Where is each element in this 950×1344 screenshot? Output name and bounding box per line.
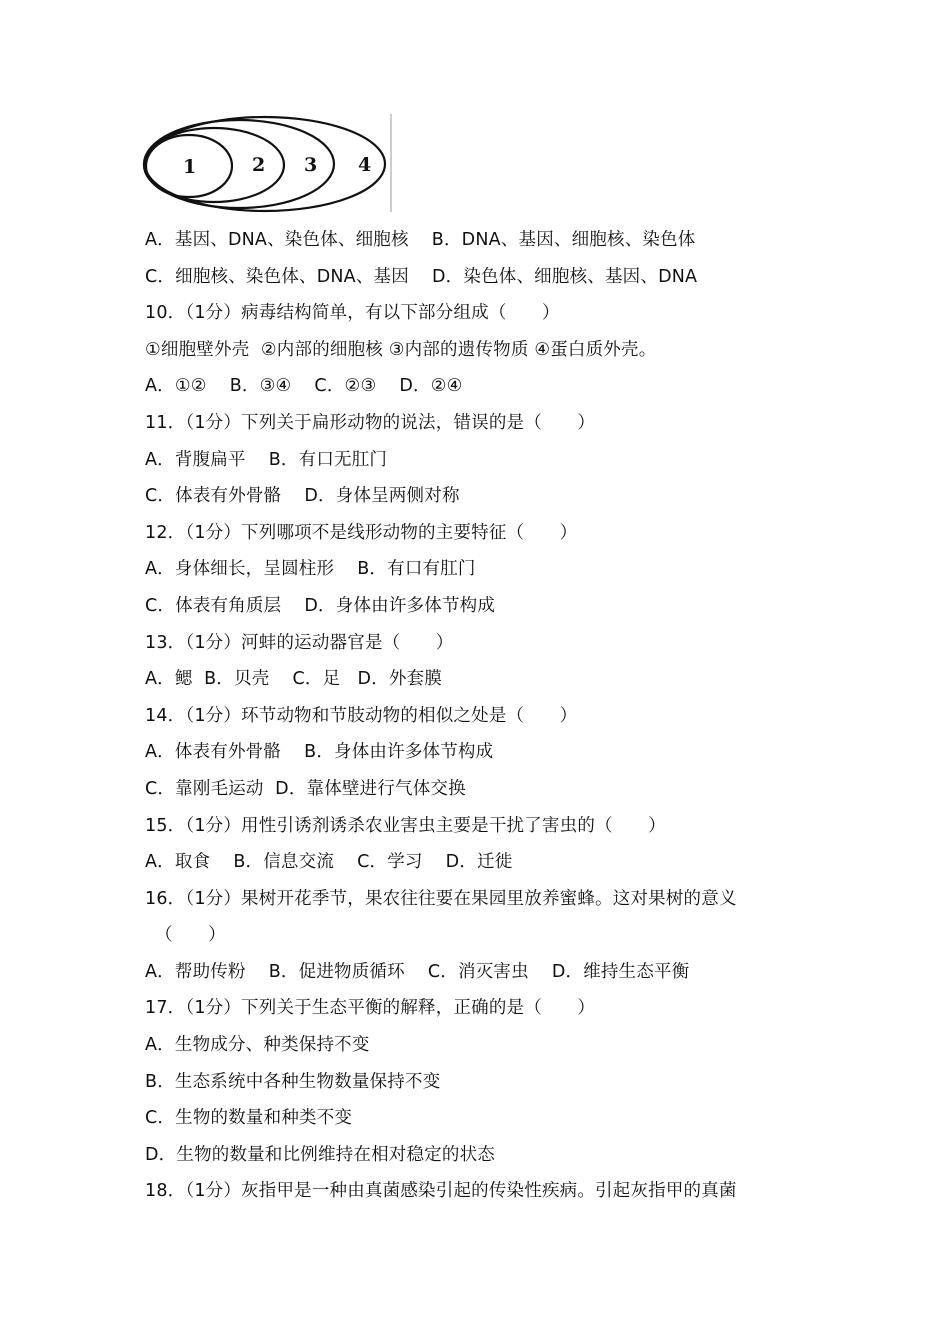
figure-label-4: 4 [358, 154, 372, 176]
text-line: C．细胞核、染色体、DNA、基因 D．染色体、细胞核、基因、DNA [145, 266, 698, 287]
text-line: A．背腹扁平 B．有口无肛门 [145, 449, 388, 470]
text-line: B．生态系统中各种生物数量保持不变 [145, 1071, 441, 1092]
question-16: 16．（1分）果树开花季节，果农往往要在果园里放养蜜蜂。这对果树的意义 [145, 888, 737, 909]
question-text [145, 222, 825, 1210]
question-17: 17．（1分）下列关于生态平衡的解释，正确的是（ ） [145, 998, 596, 1019]
text-line: A．基因、DNA、染色体、细胞核 B．DNA、基因、细胞核、染色体 [145, 230, 696, 250]
question-10: 10．（1分）病毒结构简单，有以下部分组成（ ） [145, 303, 560, 324]
text-line: （ ） [155, 925, 226, 946]
question-12: 12．（1分）下列哪项不是线形动物的主要特征（ ） [145, 522, 578, 543]
text-line: C．靠刚毛运动 D．靠体壁进行气体交换 [145, 778, 466, 799]
question-14: 14．（1分）环节动物和节肢动物的相似之处是（ ） [145, 705, 578, 726]
text-line: ①细胞壁外壳 ②内部的细胞核 ③内部的遗传物质 ④蛋白质外壳。 [145, 339, 657, 360]
figure-label-1: 1 [183, 156, 197, 178]
text-line: A．身体细长，呈圆柱形 B．有口有肛门 [145, 559, 476, 580]
text-line: C．体表有角质层 D．身体由许多体节构成 [145, 595, 496, 616]
text-line: C．体表有外骨骼 D．身体呈两侧对称 [145, 486, 460, 507]
nested-ellipses-figure [142, 112, 394, 216]
text-line: C．生物的数量和种类不变 [145, 1108, 353, 1129]
question-18: 18．（1分）灰指甲是一种由真菌感染引起的传染性疾病。引起灰指甲的真菌 [145, 1181, 737, 1202]
question-15: 15．（1分）用性引诱剂诱杀农业害虫主要是干扰了害虫的（ ） [145, 815, 666, 836]
text-line: A．鳃 B．贝壳 C．足 D．外套膜 [145, 669, 443, 690]
text-line: A．生物成分、种类保持不变 [145, 1035, 370, 1056]
text-line: D．生物的数量和比例维持在相对稳定的状态 [145, 1144, 495, 1165]
figure-label-3: 3 [304, 154, 318, 176]
nested-ellipses-diagram [142, 112, 394, 216]
question-11: 11．（1分）下列关于扁形动物的说法，错误的是（ ） [145, 412, 596, 433]
text-line: A．取食 B．信息交流 C．学习 D．迁徙 [145, 852, 513, 873]
text-line: A．帮助传粉 B．促进物质循环 C．消灭害虫 D．维持生态平衡 [145, 961, 690, 982]
text-line: A．①② B．③④ C．②③ D．②④ [145, 376, 463, 397]
figure-label-2: 2 [252, 154, 266, 176]
question-13: 13．（1分）河蚌的运动器官是（ ） [145, 632, 454, 653]
text-line: A．体表有外骨骼 B．身体由许多体节构成 [145, 742, 494, 763]
